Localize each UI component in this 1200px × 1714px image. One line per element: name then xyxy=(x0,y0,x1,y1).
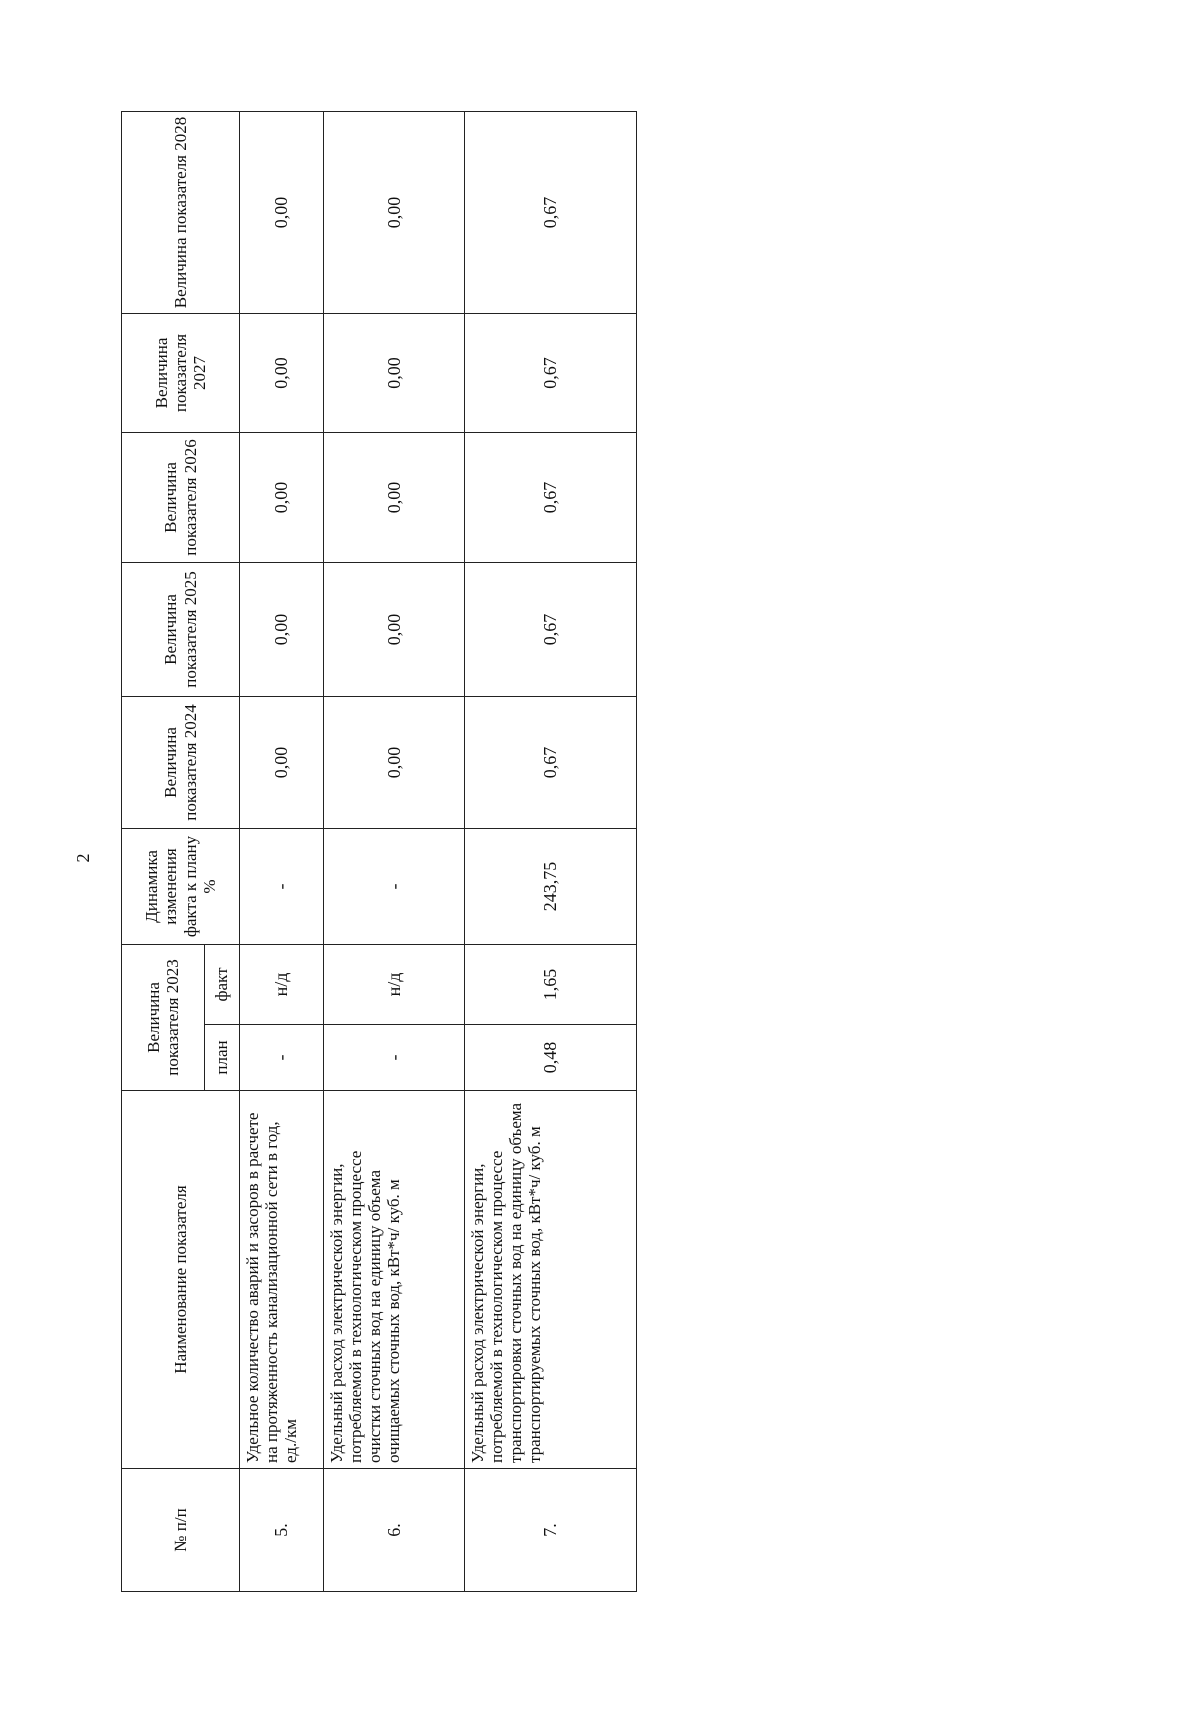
indicators-table xyxy=(121,111,637,1592)
row-value-2027: 0,00 xyxy=(240,314,324,433)
row-dynamics: 243,75 xyxy=(465,829,637,945)
table-row xyxy=(465,112,637,1592)
header-value-2025: Величина показателя 2025 xyxy=(122,563,240,697)
row-fact: н/д xyxy=(324,945,465,1025)
header-name: Наименование показателя xyxy=(122,1091,240,1469)
row-plan: 0,48 xyxy=(465,1025,637,1091)
header-plan: план xyxy=(205,1025,240,1091)
header-num: № п/п xyxy=(122,1469,240,1592)
row-value-2025: 0,00 xyxy=(240,563,324,697)
header-value-2028: Величина показателя 2028 xyxy=(122,112,240,314)
row-value-2024: 0,00 xyxy=(324,697,465,829)
row-name: Удельное количество аварий и засоров в расчете на протяженность канализационной сети в год, ед./км xyxy=(240,1091,324,1469)
header-value-2026: Величина показателя 2026 xyxy=(122,433,240,563)
row-name: Удельный расход электрической энергии, потребляемой в технологическом процессе очистки сточных вод на единицу объема очищаемых сточных вод, кВт*ч/ куб. м xyxy=(324,1091,465,1469)
row-num: 5. xyxy=(240,1469,324,1592)
row-value-2027: 0,00 xyxy=(324,314,465,433)
header-dynamics: Динамика изменения факта к плану % xyxy=(122,829,240,945)
header-fact: факт xyxy=(205,945,240,1025)
header-value-2023: Величина показателя 2023 xyxy=(122,945,205,1091)
row-fact: н/д xyxy=(240,945,324,1025)
row-value-2025: 0,67 xyxy=(465,563,637,697)
table-wrapper xyxy=(121,112,636,1592)
row-value-2027: 0,67 xyxy=(465,314,637,433)
row-value-2026: 0,67 xyxy=(465,433,637,563)
row-value-2025: 0,00 xyxy=(324,563,465,697)
row-plan: - xyxy=(324,1025,465,1091)
page-number: 2 xyxy=(73,853,93,863)
row-value-2028: 0,00 xyxy=(324,112,465,314)
row-num: 6. xyxy=(324,1469,465,1592)
row-dynamics: - xyxy=(240,829,324,945)
row-value-2026: 0,00 xyxy=(240,433,324,563)
rotated-table-container xyxy=(121,112,636,1592)
row-dynamics: - xyxy=(324,829,465,945)
row-num: 7. xyxy=(465,1469,637,1592)
row-value-2026: 0,00 xyxy=(324,433,465,563)
row-name: Удельный расход электрической энергии, потребляемой в технологическом процессе транспортировки сточных вод на единицу объема транспортируемых сточных вод, кВт*ч/ куб. м xyxy=(465,1091,637,1469)
header-value-2024: Величина показателя 2024 xyxy=(122,697,240,829)
table-row xyxy=(240,112,324,1592)
row-value-2028: 0,67 xyxy=(465,112,637,314)
row-plan: - xyxy=(240,1025,324,1091)
header-row-1 xyxy=(122,112,205,1592)
table-row xyxy=(324,112,465,1592)
row-value-2024: 0,67 xyxy=(465,697,637,829)
header-value-2027: Величина показателя 2027 xyxy=(122,314,240,433)
row-fact: 1,65 xyxy=(465,945,637,1025)
row-value-2028: 0,00 xyxy=(240,112,324,314)
row-value-2024: 0,00 xyxy=(240,697,324,829)
